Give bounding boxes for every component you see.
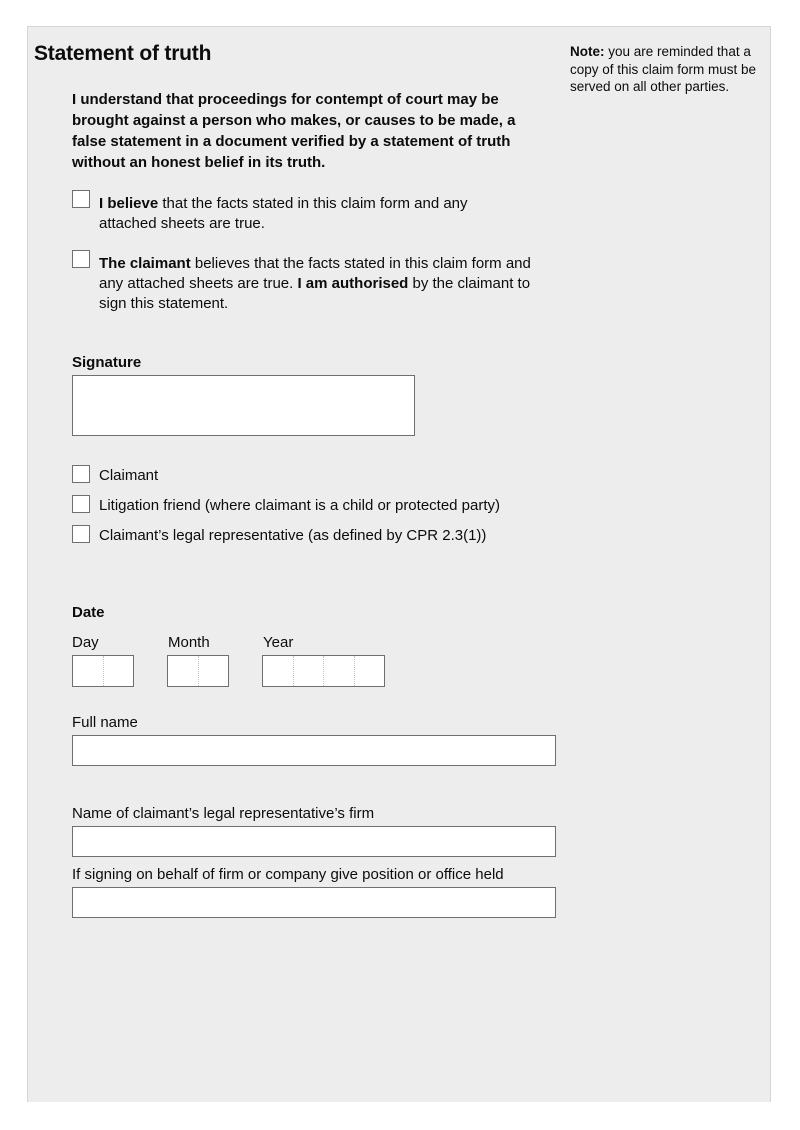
note-body: you are reminded that a copy of this claim form must be served on all other parties. <box>570 44 757 94</box>
note-text <box>570 43 770 96</box>
claimant-believes-checkbox[interactable] <box>72 250 90 268</box>
date-label: Date <box>72 604 105 621</box>
i-believe-text: that the facts stated in this claim form and any attached sheets are true. <box>99 195 468 232</box>
claimant-believes-label <box>99 254 544 314</box>
signature-box[interactable] <box>72 375 415 436</box>
firm-name-label: Name of claimant’s legal representative’s firm <box>72 805 375 822</box>
authorised-bold: I am authorised <box>297 275 409 292</box>
role-claimant-checkbox[interactable] <box>72 465 90 483</box>
role-litigation-friend-checkbox[interactable] <box>72 495 90 513</box>
signature-label: Signature <box>72 354 142 371</box>
role-legal-rep-checkbox[interactable] <box>72 525 90 543</box>
month-label: Month <box>168 634 210 651</box>
i-believe-bold: I believe <box>99 195 159 212</box>
note-bold: Note: <box>570 44 605 59</box>
position-label: If signing on behalf of firm or company give position or office held <box>72 866 504 883</box>
position-input[interactable] <box>72 887 556 918</box>
statement-of-truth-panel <box>27 26 771 1102</box>
role-claimant-label: Claimant <box>99 467 159 484</box>
full-name-label: Full name <box>72 714 138 731</box>
claimant-bold: The claimant <box>99 255 191 272</box>
role-legal-rep-label: Claimant’s legal representative (as defined by CPR 2.3(1)) <box>99 527 487 544</box>
contempt-warning: I understand that proceedings for contempt of court may be brought against a person who makes, or causes to be made, a false statement in a document verified by a statement of truth without an honest belief in its truth. <box>72 91 516 171</box>
day-label: Day <box>72 634 99 651</box>
role-litigation-friend-label: Litigation friend (where claimant is a child or protected party) <box>99 497 501 514</box>
claimant-text: believes that the facts stated in this claim form and any attached sheets are true. <box>99 255 531 292</box>
year-label: Year <box>263 634 294 651</box>
authorised-text: by the claimant to sign this statement. <box>99 275 531 312</box>
i-believe-label <box>99 194 529 234</box>
day-input[interactable] <box>72 655 134 687</box>
page-title: Statement of truth <box>34 42 212 65</box>
full-name-input[interactable] <box>72 735 556 766</box>
i-believe-checkbox[interactable] <box>72 190 90 208</box>
year-input[interactable] <box>262 655 385 687</box>
firm-name-input[interactable] <box>72 826 556 857</box>
month-input[interactable] <box>167 655 229 687</box>
